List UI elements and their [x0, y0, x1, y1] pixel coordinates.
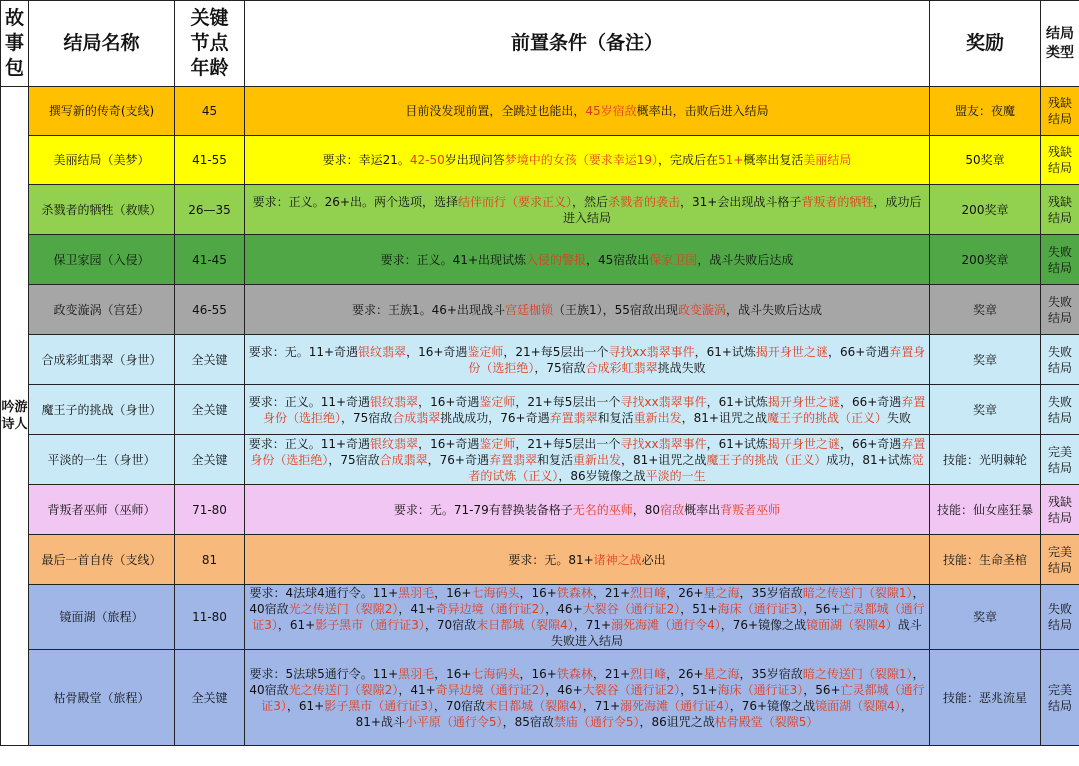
condition-text: 概率出 [684, 502, 721, 517]
conditions-cell [245, 535, 930, 585]
reward-cell: 奖章 [930, 285, 1041, 335]
reward-cell: 盟友：夜魔 [930, 87, 1041, 136]
conditions-cell [245, 435, 930, 485]
highlight-text: 鉴定师 [467, 344, 504, 359]
condition-text: ，16+ [434, 666, 472, 681]
highlight-text: 杀戮者的袭击 [607, 194, 680, 209]
highlight-text: 大裂谷（通行证2） [582, 682, 681, 697]
highlight-text: 寻找xx翡翠事件 [608, 344, 695, 359]
highlight-text: 弃置身份（选拒绝） [262, 394, 926, 425]
condition-text: ，完成后在 [658, 153, 719, 167]
table-row [1, 385, 1079, 435]
highlight-text: 背叛者巫师 [720, 502, 781, 517]
condition-text: 概率出，击败后进入结局 [636, 104, 769, 118]
ending-type: 残缺结局 [1041, 485, 1079, 535]
ending-name: 政变漩涡（宫廷） [29, 285, 175, 335]
condition-text: ，70宿敌 [433, 698, 486, 713]
highlight-text: 暗之传送门（裂隙1） [802, 586, 913, 600]
key-age: 全关键 [175, 435, 245, 485]
condition-text: ，16+奇遇 [418, 394, 480, 409]
condition-text: 和复活 [536, 452, 573, 467]
header-pack: 故事包 [1, 1, 29, 87]
key-age: 全关键 [175, 650, 245, 746]
highlight-text: 末日都城（裂隙4） [485, 698, 583, 713]
condition-text: ，81+诅咒之战 [621, 452, 707, 467]
condition-text: ，16+奇遇 [406, 344, 468, 359]
condition-text: 要求：正义。11+奇遇 [248, 436, 371, 451]
condition-text: ，85宿敌 [502, 714, 554, 729]
highlight-text: 弃置翡翠 [488, 452, 537, 467]
reward-cell: 奖章 [930, 385, 1041, 435]
condition-text: （王族1），55宿敌出现 [553, 302, 678, 317]
condition-text: 要求：无。71-79有替换装备格子 [393, 502, 573, 517]
ending-name: 魔王子的挑战（身世） [29, 385, 175, 435]
header-row [1, 1, 1079, 87]
condition-text: ，26+ [666, 586, 704, 600]
condition-text: 岁出现问答 [444, 153, 505, 167]
highlight-text: 光之传送门（裂隙2） [288, 682, 399, 697]
highlight-text: 政变漩涡 [677, 302, 726, 317]
ending-type: 失败结局 [1041, 285, 1079, 335]
ending-name: 最后一首自传（支线） [29, 535, 175, 585]
key-age: 71-80 [175, 485, 245, 535]
highlight-text: 奇异边境（通行证2） [435, 682, 546, 697]
ending-name: 合成彩虹翡翠（身世） [29, 335, 175, 385]
condition-text: ，66+奇遇 [839, 436, 902, 451]
highlight-text: 七海码头 [471, 586, 520, 600]
highlight-text: 铁森林 [556, 586, 593, 600]
highlight-text: 揭开身世之谜 [767, 436, 840, 451]
highlight-text: 45岁宿敌 [585, 104, 637, 118]
ending-name: 保卫家园（入侵） [29, 235, 175, 285]
table-row [1, 185, 1079, 235]
conditions-cell [245, 385, 930, 435]
condition-text: ，21+每5层出一个 [503, 344, 609, 359]
reward-cell: 奖章 [930, 335, 1041, 385]
highlight-text: 星之海 [703, 586, 740, 600]
ending-type: 失败结局 [1041, 335, 1079, 385]
highlight-text: 海床（通行证3） [717, 682, 804, 697]
condition-text: ，40宿敌 [249, 666, 925, 697]
highlight-text: 鉴定师 [479, 436, 516, 451]
reward-cell: 技能：仙女座狂暴 [930, 485, 1041, 535]
condition-text: 要求：正义。26+出。两个选项，选择 [252, 194, 458, 209]
highlight-text: 重新出发 [572, 452, 621, 467]
condition-text: ，61+ [286, 698, 325, 713]
condition-text: ，86诅咒之战 [639, 714, 715, 729]
condition-text: ，81+诅咒之战 [681, 410, 767, 425]
highlight-text: 51+ [718, 153, 744, 167]
condition-text: ，16+ [519, 666, 557, 681]
ending-name: 撰写新的传奇(支线) [29, 87, 175, 136]
condition-text: ，75宿敌 [534, 360, 586, 375]
condition-text: ，26+ [666, 666, 704, 681]
highlight-text: 寻找xx翡翠事件 [620, 394, 707, 409]
highlight-text: 觉者的试炼（正义） [468, 452, 924, 483]
key-age: 26—35 [175, 185, 245, 235]
reward-cell: 200奖章 [930, 235, 1041, 285]
condition-text: ，61+ [277, 618, 316, 632]
condition-text: ，75宿敌 [328, 452, 380, 467]
reward-cell: 技能：生命圣棺 [930, 535, 1041, 585]
condition-text: ，51+ [680, 602, 718, 616]
condition-text: 要求：无。11+奇遇 [248, 344, 359, 359]
condition-text: 挑战成功，76+奇遇 [440, 410, 550, 425]
highlight-text: 合成彩虹翡翠 [585, 360, 658, 375]
conditions-cell [245, 136, 930, 185]
highlight-text: 银纹翡翠 [370, 436, 419, 451]
key-age: 45 [175, 87, 245, 136]
conditions-cell [245, 335, 930, 385]
highlight-text: 保家卫国 [649, 252, 698, 267]
condition-text: ，61+试炼 [694, 344, 756, 359]
highlight-text: 揭开身世之谜 [755, 344, 828, 359]
highlight-text: 梦境中的女孩（要求幸运19） [504, 153, 659, 167]
highlight-text: 光之传送门（裂隙2） [288, 602, 399, 616]
condition-text: 要求：5法球5通行令。11+ [249, 666, 399, 681]
condition-text: ，71+ [582, 698, 621, 713]
condition-text: ，40宿敌 [249, 586, 925, 616]
table-row [1, 136, 1079, 185]
condition-text: ，75宿敌 [340, 410, 393, 425]
highlight-text: 合成翡翠 [379, 452, 428, 467]
highlight-text: 铁森林 [556, 666, 593, 681]
condition-text: 要求：正义。41+出现试炼 [380, 252, 526, 267]
condition-text: ，21+每5层出一个 [515, 394, 621, 409]
highlight-text: 入侵的警报 [526, 252, 587, 267]
condition-text: ，21+ [592, 586, 631, 600]
highlight-text: 结伴而行（要求正义） [457, 194, 572, 209]
conditions-cell [245, 87, 930, 136]
highlight-text: 美丽结局 [803, 153, 852, 167]
condition-text: ，16+奇遇 [418, 436, 480, 451]
ending-type: 失败结局 [1041, 235, 1079, 285]
highlight-text: 暗之传送门（裂隙1） [802, 666, 913, 681]
highlight-text: 背叛者的牺牲 [801, 194, 874, 209]
highlight-text: 亡灵都城（通行证3） [252, 602, 925, 632]
highlight-text: 末日都城（裂隙4） [476, 618, 574, 632]
header-name: 结局名称 [29, 1, 175, 87]
highlight-text: 镜面湖（裂隙4） [806, 618, 898, 632]
condition-text: ，16+ [434, 586, 472, 600]
highlight-text: 重新出发 [633, 410, 682, 425]
highlight-text: 禁庙（通行令5） [553, 714, 640, 729]
highlight-text: 镜面湖（裂隙4） [815, 698, 901, 713]
condition-text: ，71+ [573, 618, 612, 632]
highlight-text: 影子黑市（通行证3） [315, 618, 425, 632]
key-age: 全关键 [175, 385, 245, 435]
condition-text: ，56+ [803, 602, 841, 616]
ending-name: 镜面湖（旅程） [29, 585, 175, 650]
condition-text: ，21+ [592, 666, 631, 681]
highlight-text: 42-50 [409, 153, 445, 167]
highlight-text: 弃置身份（选拒绝） [250, 436, 926, 467]
highlight-text: 宫廷枷锁 [505, 302, 554, 317]
highlight-text: 奇异边境（通行证2） [435, 602, 546, 616]
key-age: 81 [175, 535, 245, 585]
highlight-text: 黑羽毛 [398, 666, 435, 681]
highlight-text: 魔王子的挑战（正义） [706, 452, 827, 467]
conditions-cell [245, 235, 930, 285]
condition-text: ，76+镜像之战 [729, 698, 816, 713]
header-age: 关键节点年龄 [175, 1, 245, 87]
ending-type: 完美结局 [1041, 650, 1079, 746]
ending-name: 杀戮者的牺牲（救赎） [29, 185, 175, 235]
condition-text: ，61+试炼 [706, 394, 768, 409]
condition-text: ，46+ [545, 602, 583, 616]
table-row [1, 87, 1079, 136]
conditions-cell [245, 485, 930, 535]
highlight-text: 烈日峰 [630, 586, 667, 600]
condition-text: ，56+ [803, 682, 841, 697]
table-row [1, 485, 1079, 535]
ending-name: 背叛者巫师（巫师） [29, 485, 175, 535]
key-age: 全关键 [175, 335, 245, 385]
ending-type: 残缺结局 [1041, 136, 1079, 185]
condition-text: 和复活 [597, 410, 634, 425]
highlight-text: 枯骨殿堂（裂隙5） [714, 714, 819, 729]
highlight-text: 海床（通行证3） [717, 602, 804, 616]
reward-cell: 技能：恶兆流星 [930, 650, 1041, 746]
condition-text: ，51+ [680, 682, 718, 697]
condition-text: 概率出复活 [743, 153, 804, 167]
reward-cell: 50奖章 [930, 136, 1041, 185]
highlight-text: 合成翡翠 [392, 410, 441, 425]
table-row [1, 335, 1079, 385]
condition-text: ，41+ [398, 682, 436, 697]
highlight-text: 星之海 [703, 666, 740, 681]
key-age: 46-55 [175, 285, 245, 335]
condition-text: ，61+试炼 [706, 436, 768, 451]
condition-text: ，16+ [519, 586, 557, 600]
condition-text: 挑战失败 [657, 360, 706, 375]
highlight-text: 烈日峰 [630, 666, 667, 681]
condition-text: ，31+会出现战斗格子 [680, 194, 802, 209]
highlight-text: 寻找xx翡翠事件 [620, 436, 707, 451]
condition-text: ，然后 [571, 194, 608, 209]
reward-cell: 200奖章 [930, 185, 1041, 235]
highlight-text: 黑羽毛 [398, 586, 435, 600]
highlight-text: 大裂谷（通行证2） [582, 602, 681, 616]
highlight-text: 影子黑市（通行证3） [324, 698, 434, 713]
reward-cell: 奖章 [930, 585, 1041, 650]
condition-text: 成功，81+试炼 [826, 452, 912, 467]
table-row [1, 285, 1079, 335]
table-row [1, 585, 1079, 650]
highlight-text: 弃置身份（选拒绝） [468, 344, 926, 375]
condition-text: 要求：无。81+ [508, 552, 594, 567]
condition-text: ，76+镜像之战 [720, 618, 807, 632]
condition-text: 目前没发现前置，全跳过也能出， [405, 104, 586, 118]
condition-text: 要求：正义。11+奇遇 [248, 394, 371, 409]
highlight-text: 银纹翡翠 [358, 344, 407, 359]
ending-type: 失败结局 [1041, 385, 1079, 435]
table-row [1, 650, 1079, 746]
condition-text: ，70宿敌 [424, 618, 477, 632]
highlight-text: 诸神之战 [593, 552, 642, 567]
highlight-text: 小平原（通行令5） [404, 714, 503, 729]
condition-text: ，86岁镜像之战 [558, 468, 646, 483]
condition-text: ，21+每5层出一个 [515, 436, 621, 451]
highlight-text: 亡灵都城（通行证3） [261, 682, 925, 713]
ending-name: 枯骨殿堂（旅程） [29, 650, 175, 746]
condition-text: 要求：幸运21。 [322, 153, 410, 167]
header-reward: 奖励 [930, 1, 1041, 87]
ending-type: 完美结局 [1041, 435, 1079, 485]
condition-text: 战斗失败进入结局 [550, 618, 922, 648]
conditions-cell [245, 585, 930, 650]
header-conditions: 前置条件（备注） [245, 1, 930, 87]
condition-text: ，战斗失败后达成 [725, 302, 822, 317]
key-age: 41-45 [175, 235, 245, 285]
condition-text: ，66+奇遇 [827, 344, 890, 359]
condition-text: 要求：4法球4通行令。11+ [249, 586, 399, 600]
condition-text: ，45宿敌出 [586, 252, 650, 267]
condition-text: ，46+ [545, 682, 583, 697]
highlight-text: 无名的巫师 [572, 502, 633, 517]
highlight-text: 平淡的一生 [645, 468, 706, 483]
highlight-text: 溺死海滩（通行证4） [620, 698, 730, 713]
ending-type: 失败结局 [1041, 585, 1079, 650]
conditions-cell [245, 285, 930, 335]
table-row [1, 435, 1079, 485]
key-age: 11-80 [175, 585, 245, 650]
header-type: 结局类型 [1041, 1, 1079, 87]
condition-text: ，41+ [398, 602, 436, 616]
table-row [1, 535, 1079, 585]
condition-text: ，81+战斗 [355, 698, 913, 729]
ending-type: 完美结局 [1041, 535, 1079, 585]
condition-text: ，35岁宿敌 [739, 586, 803, 600]
condition-text: 必出 [641, 552, 666, 567]
ending-name: 美丽结局（美梦） [29, 136, 175, 185]
highlight-text: 鉴定师 [479, 394, 516, 409]
condition-text: ，66+奇遇 [839, 394, 902, 409]
highlight-text: 宿敌 [660, 502, 685, 517]
condition-text: ，80 [632, 502, 661, 517]
reward-cell: 技能：光明棘轮 [930, 435, 1041, 485]
condition-text: 失败 [887, 410, 912, 425]
highlight-text: 揭开身世之谜 [767, 394, 840, 409]
highlight-text: 弃置翡翠 [549, 410, 598, 425]
condition-text: ，76+奇遇 [427, 452, 489, 467]
highlight-text: 溺死海滩（通行令4） [611, 618, 721, 632]
ending-type: 残缺结局 [1041, 87, 1079, 136]
highlight-text: 七海码头 [471, 666, 520, 681]
conditions-cell [245, 185, 930, 235]
ending-type: 残缺结局 [1041, 185, 1079, 235]
highlight-text: 银纹翡翠 [370, 394, 419, 409]
key-age: 41-55 [175, 136, 245, 185]
ending-name: 平淡的一生（身世） [29, 435, 175, 485]
highlight-text: 魔王子的挑战（正义） [766, 410, 887, 425]
condition-text: ，成功后进入结局 [562, 194, 922, 225]
story-pack-cell: 吟游诗人 [1, 87, 29, 746]
condition-text: 要求：王族1。46+出现战斗 [352, 302, 505, 317]
condition-text: ，35岁宿敌 [739, 666, 803, 681]
condition-text: ，战斗失败后达成 [697, 252, 794, 267]
conditions-cell [245, 650, 930, 746]
table-row [1, 235, 1079, 285]
